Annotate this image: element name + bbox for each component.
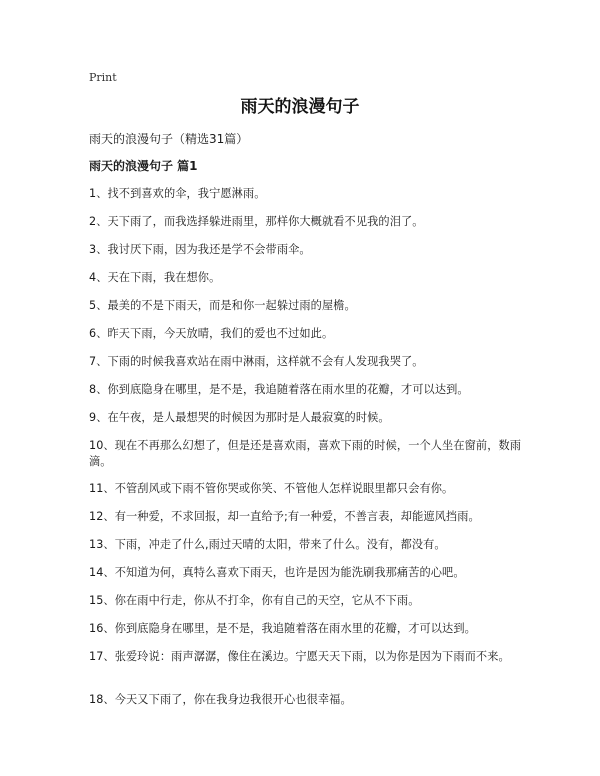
section-heading: 雨天的浪漫句子 篇1	[89, 159, 198, 173]
document-subtitle: 雨天的浪漫句子（精选31篇）	[89, 132, 249, 146]
document-title: 雨天的浪漫句子	[240, 97, 360, 117]
list-item: 4、天在下雨，我在想你。	[89, 271, 221, 284]
list-item: 11、不管刮风或下雨不管你哭或你笑、不管他人怎样说眼里都只会有你。	[89, 482, 454, 495]
print-label: Print	[89, 71, 117, 84]
list-item: 2、天下雨了，而我选择躲进雨里，那样你大概就看不见我的泪了。	[89, 215, 424, 228]
list-item: 1、找不到喜欢的伞，我宁愿淋雨。	[89, 187, 266, 200]
list-item: 13、下雨，冲走了什么,雨过天晴的太阳，带来了什么。没有，都没有。	[89, 538, 446, 551]
list-item: 3、我讨厌下雨，因为我还是学不会带雨伞。	[89, 243, 311, 256]
list-item: 10、现在不再那么幻想了，但是还是喜欢雨，喜欢下雨的时候，一个人坐在窗前，数雨滴。	[89, 439, 522, 468]
list-item: 16、你到底隐身在哪里，是不是，我追随着落在雨水里的花瓣，才可以达到。	[89, 622, 476, 635]
list-item: 8、你到底隐身在哪里，是不是，我追随着落在雨水里的花瓣，才可以达到。	[89, 383, 469, 396]
list-item: 9、在午夜，是人最想哭的时候因为那时是人最寂寞的时候。	[89, 411, 390, 424]
list-item: 12、有一种爱，不求回报，却一直给予;有一种爱，不善言表，却能遮风挡雨。	[89, 510, 480, 523]
list-item: 14、不知道为何，真特么喜欢下雨天，也许是因为能洗刷我那痛苦的心吧。	[89, 566, 465, 579]
list-item: 17、张爱玲说：雨声潺潺，像住在溪边。宁愿天天下雨，以为你是因为下雨而不来。	[89, 650, 510, 663]
list-item: 5、最美的不是下雨天，而是和你一起躲过雨的屋檐。	[89, 299, 356, 312]
list-item: 15、你在雨中行走，你从不打伞，你有自己的天空，它从不下雨。	[89, 594, 420, 607]
list-item: 18、今天又下雨了，你在我身边我很开心也很幸福。	[89, 693, 352, 706]
list-item: 7、下雨的时候我喜欢站在雨中淋雨，这样就不会有人发现我哭了。	[89, 355, 424, 368]
list-item: 6、昨天下雨，今天放晴，我们的爱也不过如此。	[89, 327, 334, 340]
